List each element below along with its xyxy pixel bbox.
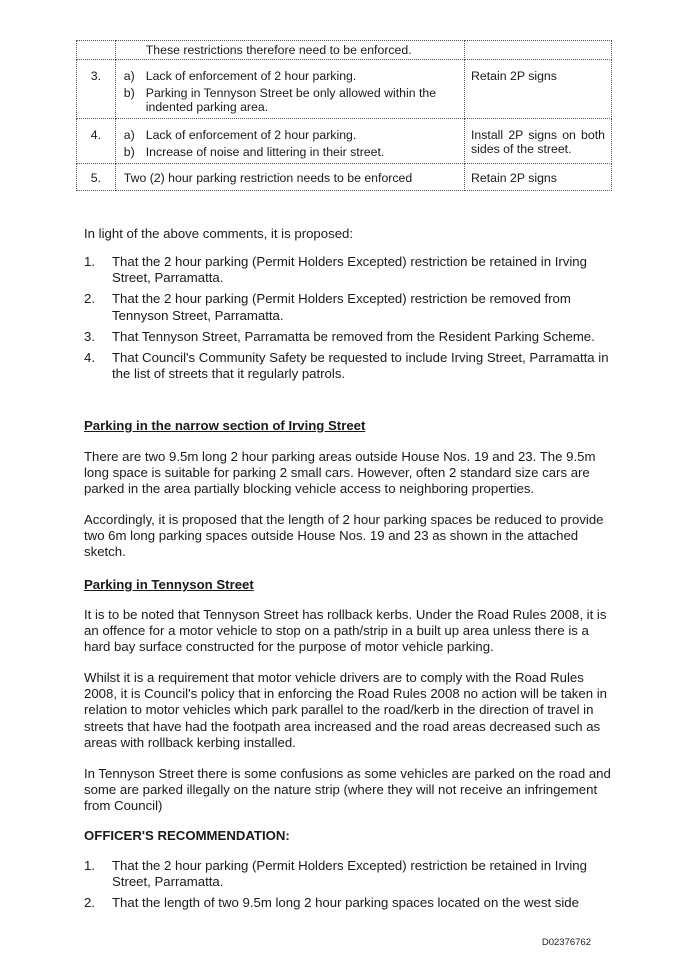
row-issues bbox=[115, 60, 464, 119]
row-number: 3. bbox=[77, 60, 116, 119]
row-action: Retain 2P signs bbox=[465, 60, 612, 119]
paragraph: Accordingly, it is proposed that the length of 2 hour parking spaces be reduced to provide two 6m long parking spaces outside House Nos. 19 and 23 as shown in the attached sketch. bbox=[84, 512, 604, 560]
row-action bbox=[465, 41, 612, 60]
recommendation-list bbox=[84, 858, 612, 917]
item-text: That the 2 hour parking (Permit Holders Excepted) restriction be retained in Irving Street, Parramatta. bbox=[112, 254, 587, 286]
item-number: 2. bbox=[84, 291, 95, 307]
row-action: Install 2P signs on both sides of the street. bbox=[465, 119, 612, 164]
list-item bbox=[84, 254, 612, 286]
item-number: 1. bbox=[84, 858, 95, 873]
section-heading: Parking in Tennyson Street bbox=[84, 577, 254, 592]
issue-label: a) bbox=[123, 128, 135, 142]
paragraph: In Tennyson Street there is some confusions as some vehicles are parked on the road and some are parked illegally on the nature strip (where they will not receive an infringement from Council) bbox=[84, 766, 611, 814]
issue-text: Parking in Tennyson Street be only allowed within the indented parking area. bbox=[145, 86, 437, 114]
issue-text: Lack of enforcement of 2 hour parking. bbox=[145, 69, 357, 83]
issue-text: Two (2) hour parking restriction needs to be enforced bbox=[123, 171, 413, 185]
row-number: 4. bbox=[77, 119, 116, 164]
intro-text: In light of the above comments, it is proposed: bbox=[84, 226, 354, 241]
list-item bbox=[84, 291, 612, 323]
item-text: That the 2 hour parking (Permit Holders Excepted) restriction be retained in Irving Street, Parramatta. bbox=[112, 858, 587, 890]
item-text: That the length of two 9.5m long 2 hour parking spaces located on the west side bbox=[112, 895, 579, 911]
proposal-list bbox=[84, 254, 612, 387]
row-number: 5. bbox=[77, 164, 116, 191]
feedback-table bbox=[76, 40, 612, 191]
row-number bbox=[77, 41, 116, 60]
item-number: 1. bbox=[84, 254, 95, 269]
issue-text: These restrictions therefore need to be enforced. bbox=[145, 43, 412, 57]
item-number: 4. bbox=[84, 350, 95, 366]
paragraph: Whilst it is a requirement that motor vehicle drivers are to comply with the Road Rules 2008, it is Council's policy that in enforcing the Road Rules 2008 no action will be taken in relation to motor vehicles which park parallel to the road/kerb in the direction of travel in streets that have had the footpath area increased and the road areas decreased such as areas with rollback kerbing installed. bbox=[84, 670, 607, 750]
issue-text: Increase of noise and littering in their street. bbox=[145, 145, 385, 159]
row-issues bbox=[115, 119, 464, 164]
item-text: That the 2 hour parking (Permit Holders Excepted) restriction be removed from Tennyson Street, Parramatta. bbox=[112, 291, 571, 323]
list-item bbox=[84, 895, 612, 911]
paragraph: There are two 9.5m long 2 hour parking areas outside House Nos. 19 and 23. The 9.5m long space is suitable for parking 2 small cars. However, often 2 standard size cars are parked in the area partially blocking vehicle access to neighboring properties. bbox=[84, 449, 596, 497]
issue-item bbox=[124, 69, 456, 83]
list-item bbox=[84, 350, 612, 382]
issue-item bbox=[124, 145, 456, 159]
table-row bbox=[77, 164, 612, 191]
issue-label: b) bbox=[123, 145, 135, 159]
item-text: That Tennyson Street, Parramatta be removed from the Resident Parking Scheme. bbox=[112, 328, 595, 344]
paragraph: It is to be noted that Tennyson Street has rollback kerbs. Under the Road Rules 2008, it is an offence for a motor vehicle to stop on a path/strip in a built up area unless there is a hard bay surface constructed for the purpose of motor vehicle parking. bbox=[84, 607, 607, 655]
row-action: Retain 2P signs bbox=[465, 164, 612, 191]
issue-item bbox=[124, 86, 456, 114]
table-row bbox=[77, 41, 612, 60]
list-item bbox=[84, 329, 612, 345]
row-issues bbox=[115, 41, 464, 60]
document-reference: D02376762 bbox=[541, 937, 591, 948]
list-item bbox=[84, 858, 612, 890]
section-heading: Parking in the narrow section of Irving Street bbox=[84, 418, 366, 433]
issue-item bbox=[124, 128, 456, 142]
recommendation-heading: OFFICER'S RECOMMENDATION: bbox=[84, 828, 290, 843]
issue-label: a) bbox=[123, 69, 135, 83]
issue-text: Lack of enforcement of 2 hour parking. bbox=[145, 128, 357, 142]
item-number: 3. bbox=[84, 328, 95, 344]
table-row bbox=[77, 119, 612, 164]
issue-label: b) bbox=[123, 86, 135, 100]
table-row bbox=[77, 60, 612, 119]
row-issues bbox=[115, 164, 464, 191]
item-number: 2. bbox=[84, 895, 95, 911]
item-text: That Council's Community Safety be requested to include Irving Street, Parramatta in the list of streets that it regularly patrols. bbox=[112, 350, 609, 382]
